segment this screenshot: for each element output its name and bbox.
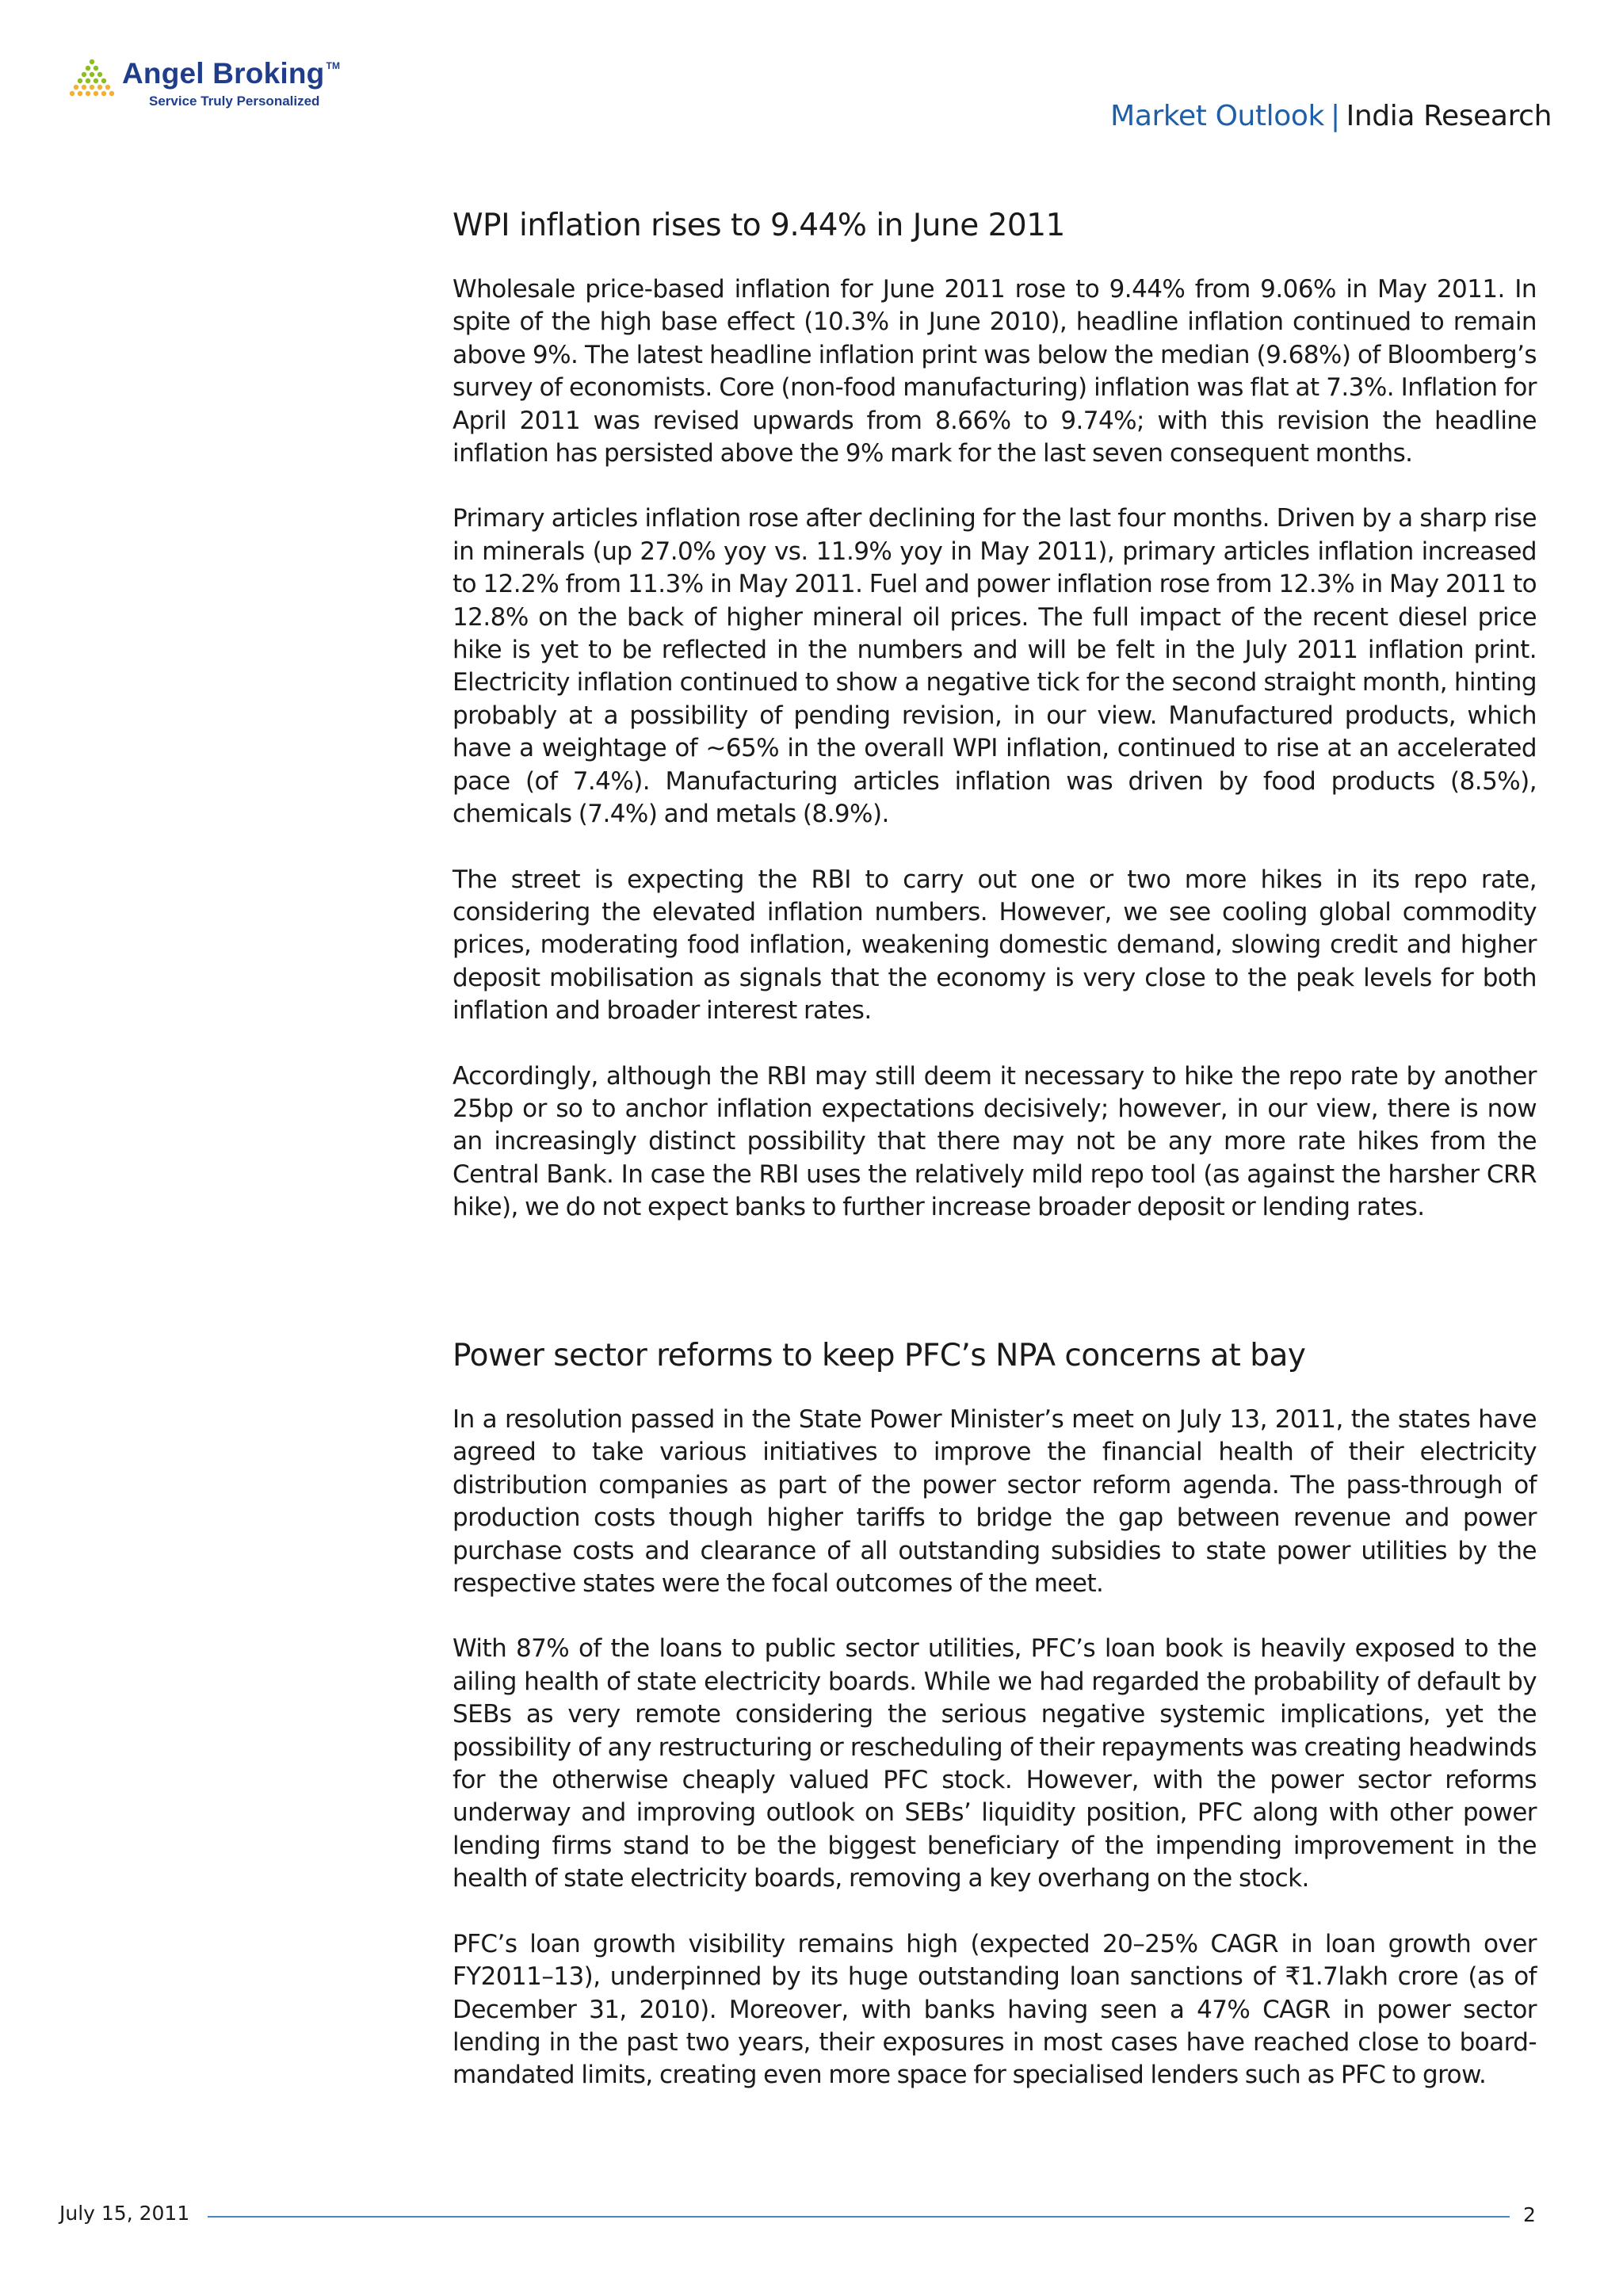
- article-paragraph: Primary articles inflation rose after declining for the last four months. Driven by a sharp rise in minerals (up 27.0% yoy vs. 11.9% yoy in May 2011), primary articles inflation increased to 12.2% from 11.3% in May 2011. Fuel and power inflation rose from 12.3% in May 2011 to 12.8% on the back of higher mineral oil prices. The full impact of the recent diesel price hike is yet to be reflected in the numbers and will be felt in the July 2011 inflation print. Electricity inflation continued to show a negative tick for the second straight month, hinting probably at a possibility of pending revision, in our view. Manufactured products, which have a weightage of ~65% in the overall WPI inflation, continued to rise at an accelerated pace (of 7.4%). Manufacturing articles inflation was driven by food products (8.5%), chemicals (7.4%) and metals (8.9%).: [453, 504, 1537, 829]
- article-wpi-inflation: [453, 208, 1537, 1224]
- article-paragraph: Accordingly, although the RBI may still deem it necessary to hike the repo rate by another 25bp or so to anchor inflation expectations decisively; however, in our view, there is now an increasingly distinct possibility that there may not be any more rate hikes from the Central Bank. In case the RBI uses the relatively mild repo tool (as against the harsher CRR hike), we do not expect banks to further increase broader deposit or lending rates.: [453, 1061, 1537, 1222]
- header-research: India Research: [1346, 100, 1552, 132]
- header-separator: |: [1330, 100, 1340, 132]
- page-number: 2: [1523, 2203, 1536, 2226]
- brand-name: Angel Broking ™: [122, 57, 341, 90]
- header-section: Market Outlook: [1110, 100, 1324, 132]
- article-title: WPI inflation rises to 9.44% in June 2011: [453, 208, 1065, 243]
- article-power-sector: [453, 1338, 1537, 2092]
- header-label: [1110, 100, 1552, 132]
- footer-date: July 15, 2011: [59, 2202, 190, 2225]
- angel-triangle-icon: [68, 59, 116, 106]
- brand-tagline: Service Truly Personalized: [149, 94, 320, 109]
- article-paragraph: PFC’s loan growth visibility remains high (expected 20–25% CAGR in loan growth over FY2011–13), underpinned by its huge outstanding loan sanctions of ₹1.7lakh crore (as of December 31, 2010). Moreover, with banks having seen a 47% CAGR in power sector lending in the past two years, their exposures in most cases have reached close to board-mandated limits, creating even more space for specialised lenders such as PFC to grow.: [453, 1929, 1537, 2090]
- article-paragraph: The street is expecting the RBI to carry out one or two more hikes in its repo rate, considering the elevated inflation numbers. However, we see cooling global commodity prices, moderating food inflation, weakening domestic demand, slowing credit and higher deposit mobilisation as signals that the economy is very close to the peak levels for both inflation and broader interest rates.: [453, 865, 1537, 1026]
- article-title: Power sector reforms to keep PFC’s NPA concerns at bay: [453, 1338, 1306, 1373]
- article-paragraph: Wholesale price-based inflation for June 2011 rose to 9.44% from 9.06% in May 2011. In spite of the high base effect (10.3% in June 2010), headline inflation continued to remain above 9%. The latest headline inflation print was below the median (9.68%) of Bloomberg’s survey of economists. Core (non-food manufacturing) inflation was flat at 7.3%. Inflation for April 2011 was revised upwards from 8.66% to 9.74%; with this revision the headline inflation has persisted above the 9% mark for the last seven consequent months.: [453, 275, 1537, 468]
- article-paragraph: With 87% of the loans to public sector utilities, PFC’s loan book is heavily exposed to the ailing health of state electricity boards. While we had regarded the probability of default by SEBs as very remote considering the serious negative systemic implications, yet the possibility of any restructuring or rescheduling of their repayments was creating headwinds for the otherwise cheaply valued PFC stock. However, with the power sector reforms underway and improving outlook on SEBs’ liquidity position, PFC along with other power lending firms stand to be the biggest beneficiary of the impending improvement in the health of state electricity boards, removing a key overhang on the stock.: [453, 1634, 1537, 1893]
- brand-trademark: TM: [326, 60, 341, 71]
- article-paragraph: In a resolution passed in the State Power Minister’s meet on July 13, 2011, the states have agreed to take various initiatives to improve the financial health of their electricity distribution companies as part of the power sector reform agenda. The pass-through of production costs though higher tariffs to bridge the gap between revenue and power purchase costs and clearance of all outstanding subsidies to state power utilities by the respective states were the focal outcomes of the meet.: [453, 1405, 1537, 1599]
- footer-divider: [208, 2216, 1510, 2218]
- brand-logo: [68, 57, 353, 128]
